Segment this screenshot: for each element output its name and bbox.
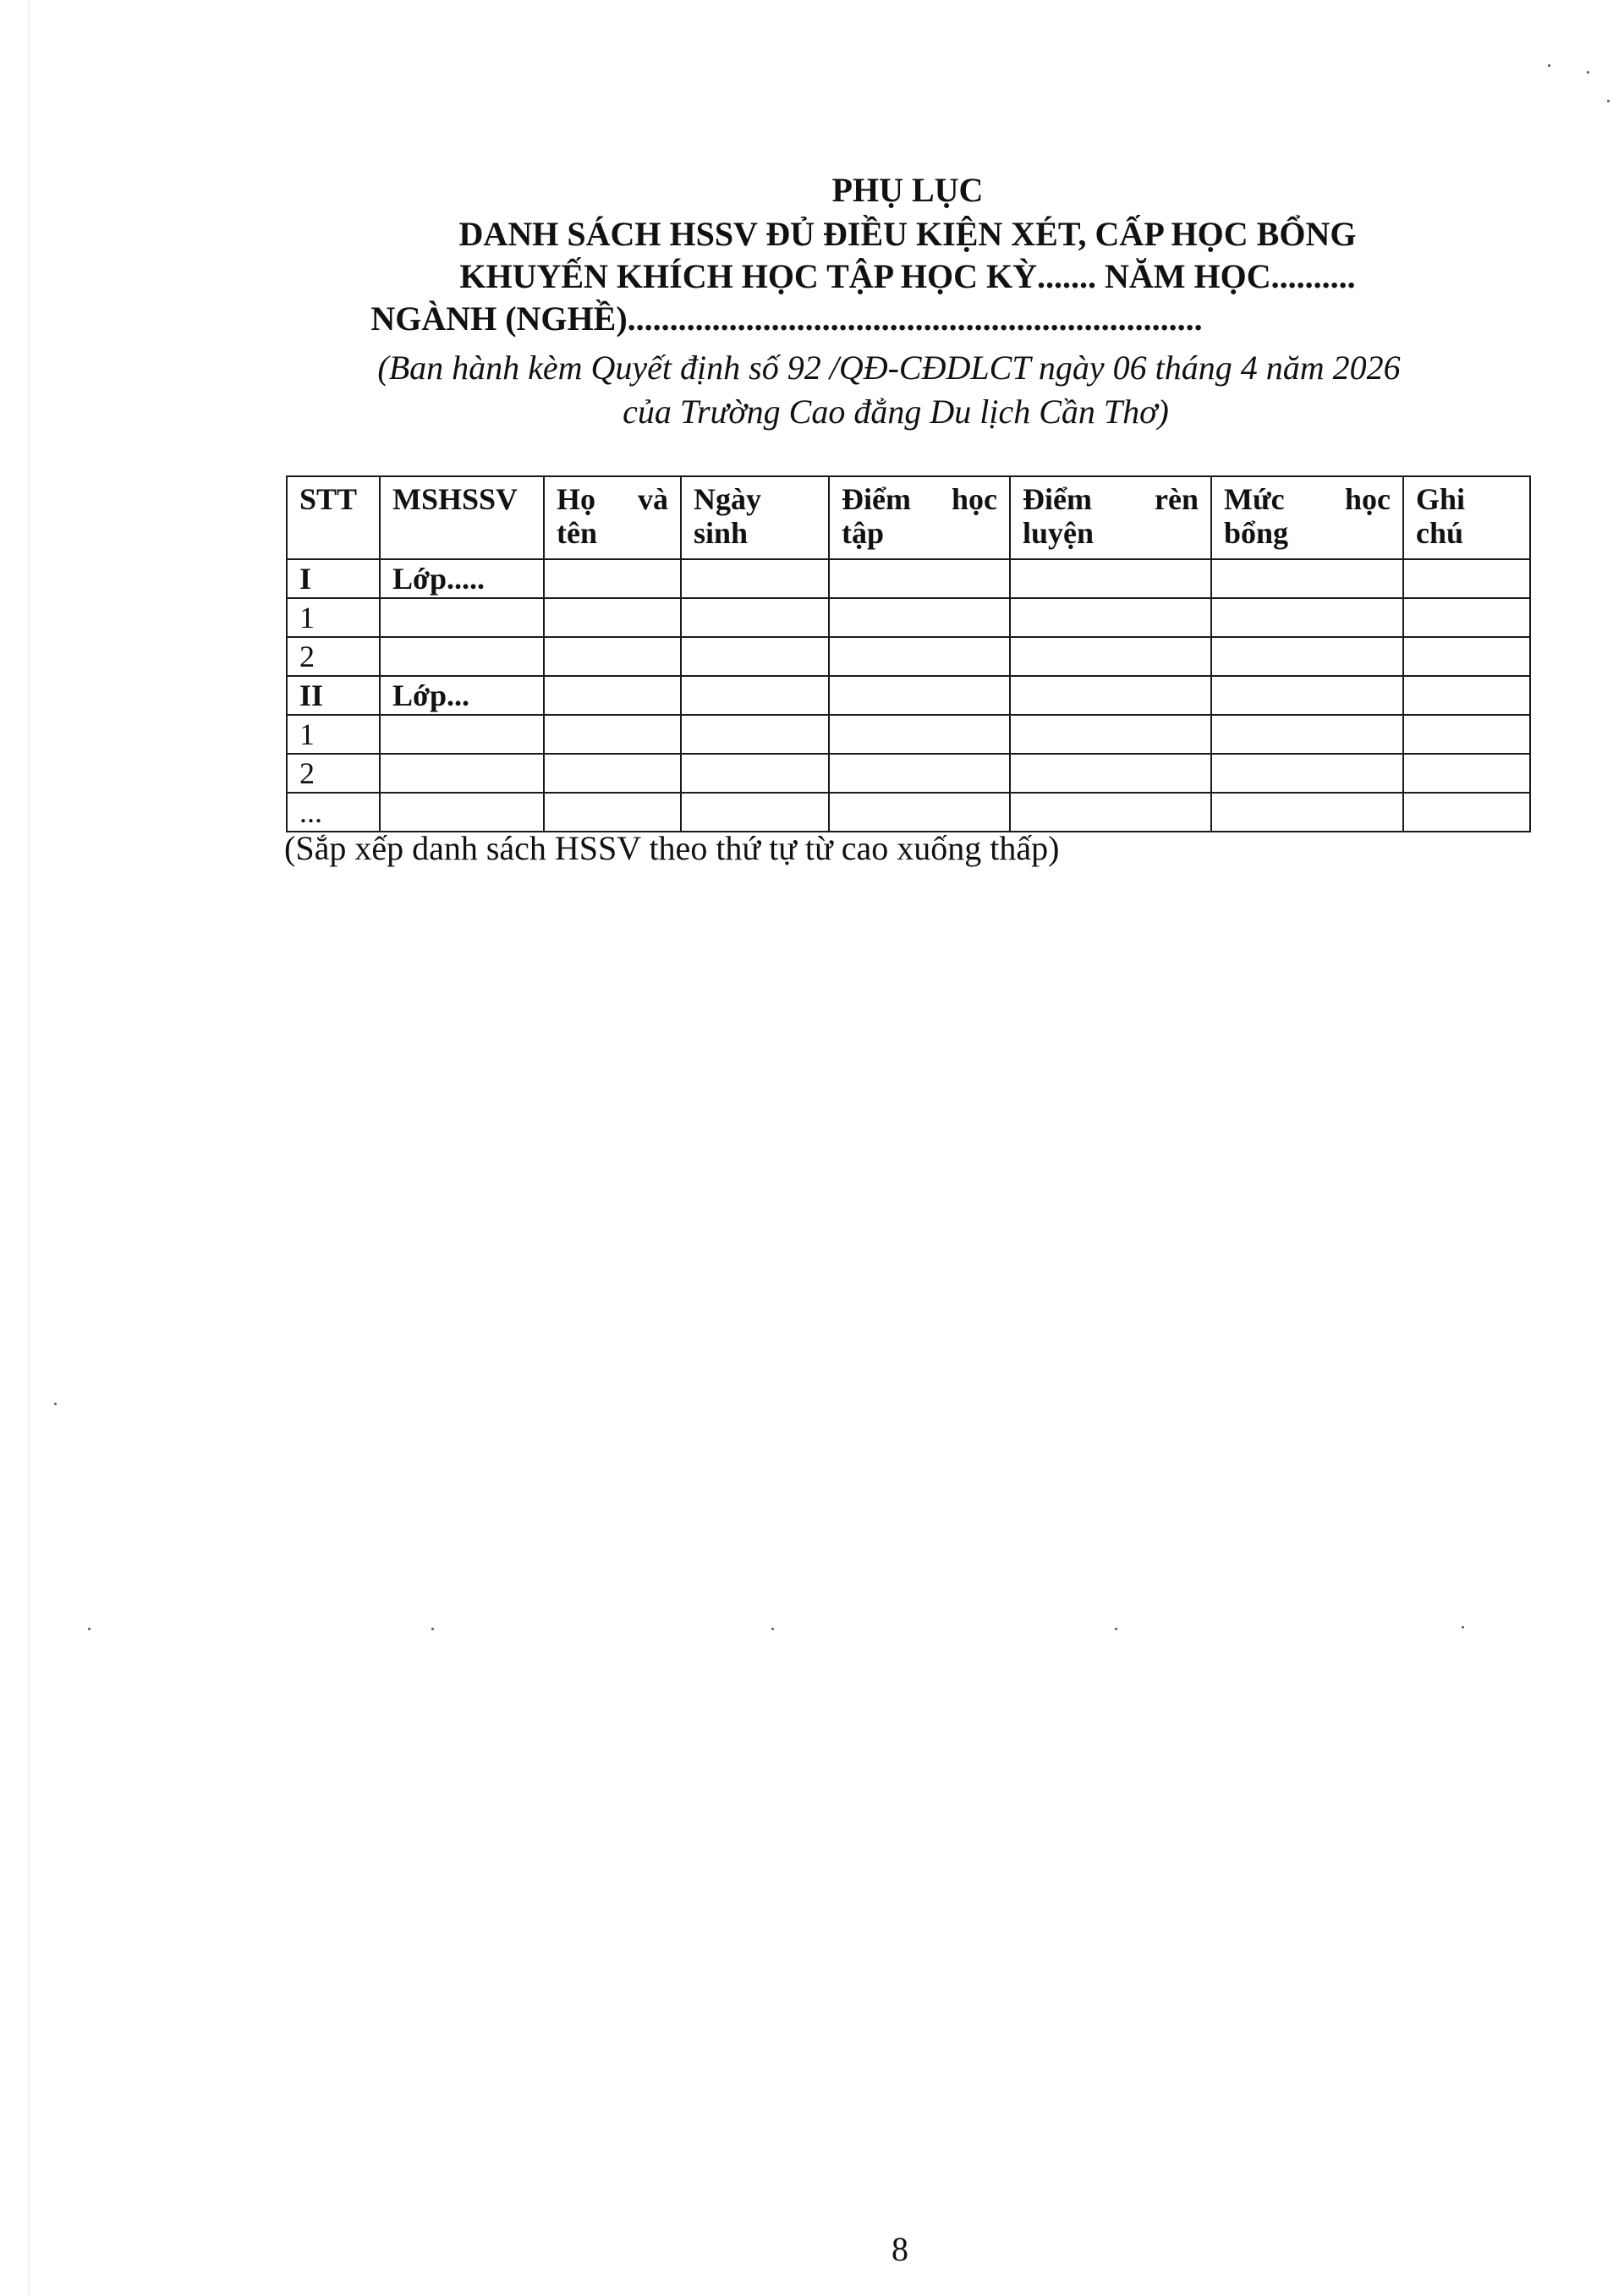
table-cell xyxy=(1211,793,1403,832)
table-cell xyxy=(544,676,681,715)
header-diem-hoc-tap: Điểm học tập xyxy=(829,476,1010,559)
table-cell xyxy=(1403,754,1530,793)
scan-speck xyxy=(88,1628,91,1630)
table-cell xyxy=(829,637,1010,676)
table-cell xyxy=(1211,637,1403,676)
decision-reference-line-2: của Trường Cao đẳng Du lịch Cần Thơ) xyxy=(623,393,1169,431)
table-row xyxy=(287,637,1530,676)
table-cell xyxy=(1403,637,1530,676)
table-cell xyxy=(380,715,544,754)
scan-speck xyxy=(1587,71,1589,74)
header-mshssv: MSHSSV xyxy=(380,476,544,559)
table-row xyxy=(287,793,1530,832)
header-ngay-sinh: Ngày sinh xyxy=(681,476,829,559)
header-ghi-chu: Ghi chú xyxy=(1403,476,1530,559)
document-title-line-3: KHUYẾN KHÍCH HỌC TẬP HỌC KỲ....... NĂM HỌC.......... xyxy=(459,257,1356,295)
scan-speck xyxy=(431,1628,434,1630)
table-cell xyxy=(1010,676,1211,715)
table-row xyxy=(287,715,1530,754)
table-cell xyxy=(380,637,544,676)
table-cell xyxy=(1211,559,1403,598)
sorting-note: (Sắp xếp danh sách HSSV theo thứ tự từ cao xuống thấp) xyxy=(284,829,1060,867)
table-cell xyxy=(681,754,829,793)
table-cell xyxy=(1010,559,1211,598)
scan-speck xyxy=(54,1403,57,1405)
header-ho-ten: Họ và tên xyxy=(544,476,681,559)
table-cell xyxy=(829,559,1010,598)
table-cell xyxy=(1403,793,1530,832)
row-stt: 2 xyxy=(287,637,380,676)
row-stt: 1 xyxy=(287,598,380,637)
scan-speck xyxy=(771,1628,774,1630)
table-cell xyxy=(1403,559,1530,598)
table-cell xyxy=(829,754,1010,793)
table-cell xyxy=(829,715,1010,754)
table-row xyxy=(287,559,1530,598)
table-cell xyxy=(380,793,544,832)
header-muc-hoc-bong: Mức học bổng xyxy=(1211,476,1403,559)
table-cell xyxy=(681,559,829,598)
table-cell xyxy=(681,715,829,754)
table-cell xyxy=(544,637,681,676)
table-cell xyxy=(681,676,829,715)
table-cell xyxy=(1211,598,1403,637)
scan-speck xyxy=(1462,1626,1464,1629)
header-diem-ren-luyen: Điểm rèn luyện xyxy=(1010,476,1211,559)
document-title-line-1: PHỤ LỤC xyxy=(831,171,984,209)
table-header-row xyxy=(287,476,1530,559)
table-cell xyxy=(1403,676,1530,715)
table-cell xyxy=(544,715,681,754)
table-cell xyxy=(544,559,681,598)
row-stt: II xyxy=(287,676,380,715)
table-cell xyxy=(681,637,829,676)
scholarship-table xyxy=(286,475,1531,832)
table-cell xyxy=(1403,598,1530,637)
table-cell xyxy=(1211,676,1403,715)
table-cell xyxy=(829,598,1010,637)
page-edge xyxy=(29,0,30,2296)
document-title-line-2: DANH SÁCH HSSV ĐỦ ĐIỀU KIỆN XÉT, CẤP HỌC BỔNG xyxy=(458,215,1357,253)
table-cell xyxy=(544,598,681,637)
row-stt: ... xyxy=(287,793,380,832)
header-stt: STT xyxy=(287,476,380,559)
table-cell xyxy=(1010,754,1211,793)
table-cell xyxy=(380,598,544,637)
table-cell xyxy=(1010,715,1211,754)
table-row xyxy=(287,754,1530,793)
table-cell xyxy=(1403,715,1530,754)
table-cell xyxy=(380,754,544,793)
page-number: 8 xyxy=(892,2230,908,2268)
table-cell xyxy=(829,793,1010,832)
class-label: Lớp... xyxy=(380,676,544,715)
row-stt: 2 xyxy=(287,754,380,793)
table-row xyxy=(287,598,1530,637)
table-cell xyxy=(1010,793,1211,832)
table-cell xyxy=(681,598,829,637)
table-cell xyxy=(1010,637,1211,676)
row-stt: 1 xyxy=(287,715,380,754)
scan-speck xyxy=(1115,1628,1117,1630)
table-cell xyxy=(1211,715,1403,754)
table-cell xyxy=(1010,598,1211,637)
table-cell xyxy=(1211,754,1403,793)
table-cell xyxy=(544,754,681,793)
table-cell xyxy=(829,676,1010,715)
scan-speck xyxy=(1607,100,1610,102)
decision-reference-line-1: (Ban hành kèm Quyết định số 92 /QĐ-CĐDLCT ngày 06 tháng 4 năm 2026 xyxy=(377,349,1401,387)
table-cell xyxy=(544,793,681,832)
row-stt: I xyxy=(287,559,380,598)
document-title-line-4 xyxy=(0,298,1624,340)
table-row xyxy=(287,676,1530,715)
scan-speck xyxy=(1548,64,1550,67)
table-cell xyxy=(681,793,829,832)
major-line: NGÀNH (NGHỀ).................................................................... xyxy=(370,299,1203,338)
class-label: Lớp..... xyxy=(380,559,544,598)
